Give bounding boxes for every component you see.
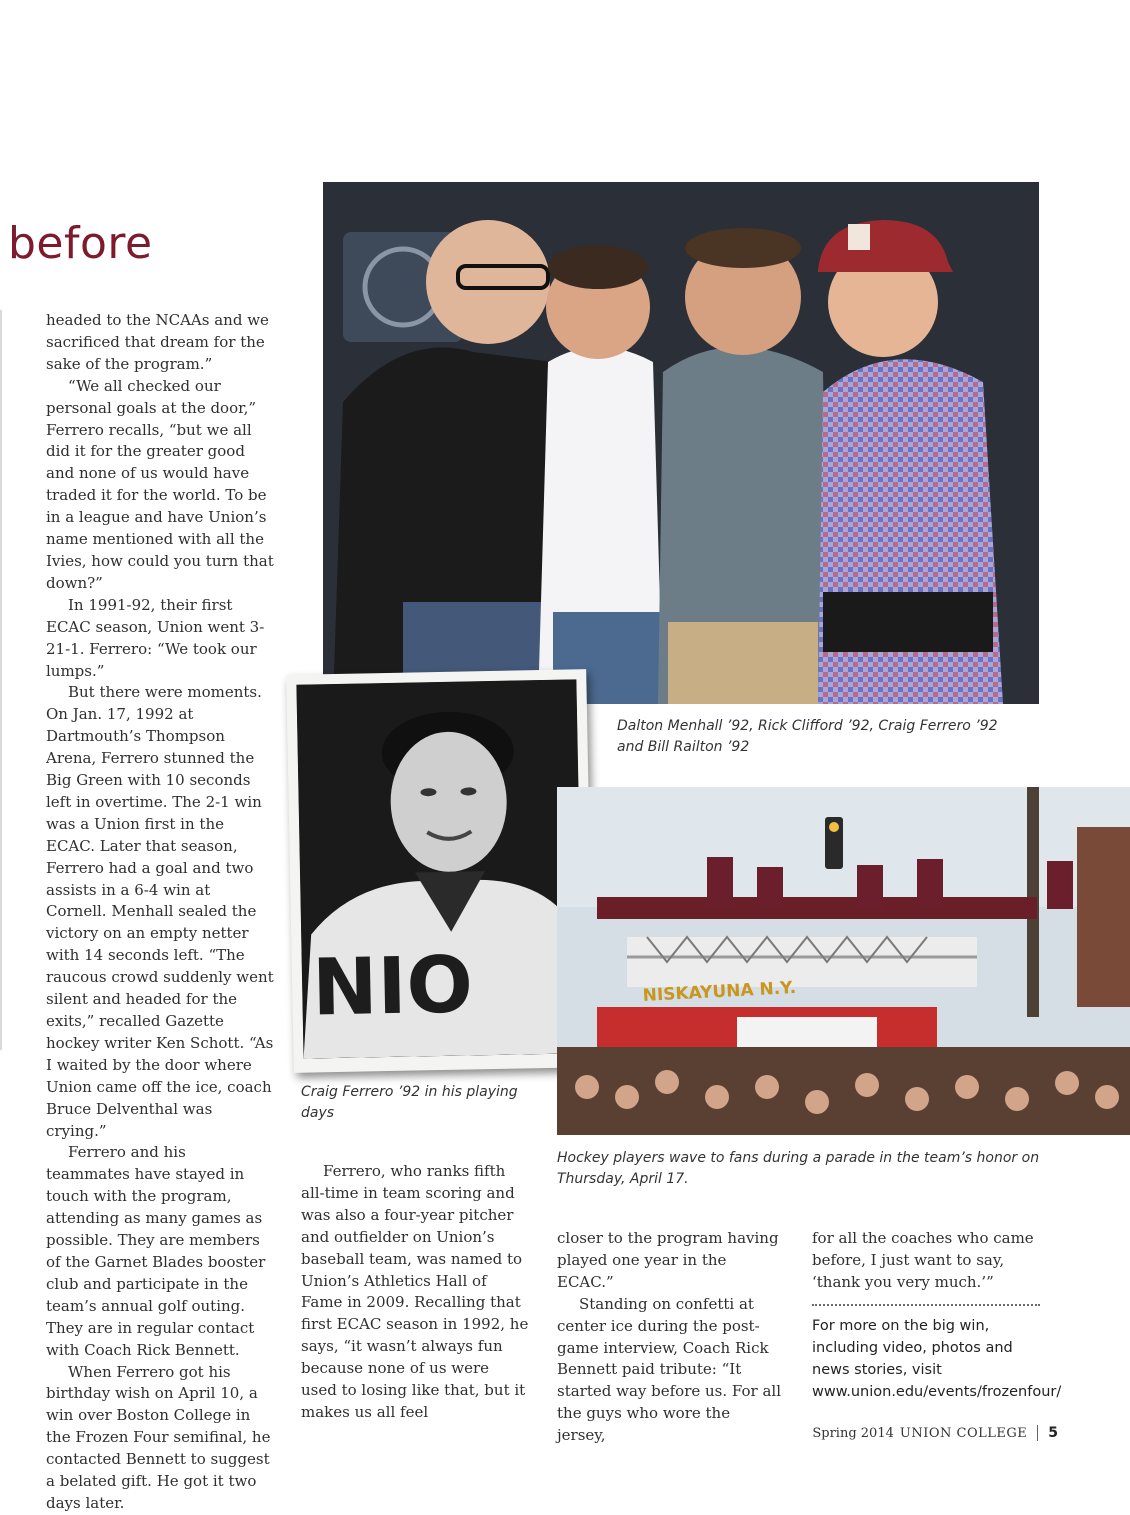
section-heading: before — [8, 218, 153, 269]
reunion-photo-caption: Dalton Menhall ’92, Rick Clifford ’92, Craig Ferrero ’92 and Bill Railton ’92 — [617, 718, 998, 755]
paragraph: Ferrero, who ranks fifth all-time in team scoring and was also a four-year pitcher and outfielder on Union’s baseball team, was named to Union’s Athletics Hall of Fame in 2009. Recalling that first ECAC season in 1992, he says, “it wasn’t always fun because none of us were used to losing like that, but it makes us all feel — [301, 1162, 529, 1421]
reunion-photo — [323, 182, 1039, 704]
paragraph: But there were moments. On Jan. 17, 1992 at Dartmouth’s Thompson Arena, Ferrero stunned the Big Green with 10 seconds left in overtime. The 2-1 win was a Union first in the ECAC. Later that season, Ferrero had a goal and two assists in a 6-4 win at Cornell. Menhall sealed the victory on an empty netter with 14 seconds left. “The raucous crowd suddenly went silent and headed for the exits,” recalled Gazette hockey writer Ken Schott. “As I waited by the door where Union came off the ice, coach Bruce Delventhal was crying.” — [46, 683, 274, 1140]
paragraph: closer to the program having played one year in the ECAC.” — [557, 1229, 779, 1291]
paragraph: “We all checked our personal goals at the door,” Ferrero recalls, “but we all did it for the greater good and none of us would have traded it for the world. To be in a league and have Union’s name mentioned with all the Ivies, how could you turn that down?” — [46, 376, 274, 592]
paragraph: Ferrero and his teammates have stayed in touch with the program, attending as many games as possible. They are members of the Garnet Blades booster club and participate in the team’s annual golf outing. They are in regular contact with Coach Rick Bennett. — [46, 1143, 266, 1359]
page-number: 5 — [1048, 1425, 1058, 1441]
footer-publication: UNION COLLEGE — [899, 1425, 1028, 1441]
article-column-4 — [812, 1228, 1040, 1294]
parade-photo — [557, 787, 1130, 1135]
truck-lettering: NISKAYUNA N.Y. — [642, 977, 797, 1006]
paragraph: for all the coaches who came before, I just want to say, ‘thank you very much.’” — [812, 1229, 1034, 1291]
article-column-3 — [557, 1228, 783, 1447]
player-photo-frame — [286, 669, 594, 1073]
page-footer — [812, 1425, 1058, 1441]
promo-note: For more on the big win, including video, photos and news stories, visit www.union.edu/events/frozenfour/ — [812, 1318, 1062, 1400]
parade-photo-caption: Hockey players wave to fans during a parade in the team’s honor on Thursday, April 17. — [557, 1150, 1040, 1187]
article-column-1 — [46, 310, 274, 1515]
paragraph: In 1991-92, their first ECAC season, Union went 3-21-1. Ferrero: “We took our lumps.” — [46, 595, 265, 680]
paragraph: When Ferrero got his birthday wish on April 10, a win over Boston College in the Frozen Four semifinal, he contacted Bennett to suggest a belated gift. He got it two days later. — [46, 1362, 271, 1512]
paragraph: Standing on confetti at center ice during the post-game interview, Coach Rick Bennett paid tribute: “It started way before us. For all the guys who wore the jersey, — [557, 1294, 782, 1445]
player-photo-caption: Craig Ferrero ’92 in his playing days — [301, 1084, 518, 1121]
jersey-lettering: NIO — [311, 940, 474, 1034]
promo-divider — [812, 1304, 1040, 1306]
article-column-2 — [301, 1161, 529, 1424]
player-photo — [296, 679, 583, 1058]
footer-separator — [1037, 1425, 1038, 1441]
paragraph: headed to the NCAAs and we sacrificed that dream for the sake of the program.” — [46, 311, 269, 373]
footer-issue: Spring 2014 — [812, 1425, 894, 1441]
left-margin-rule — [0, 310, 2, 1050]
